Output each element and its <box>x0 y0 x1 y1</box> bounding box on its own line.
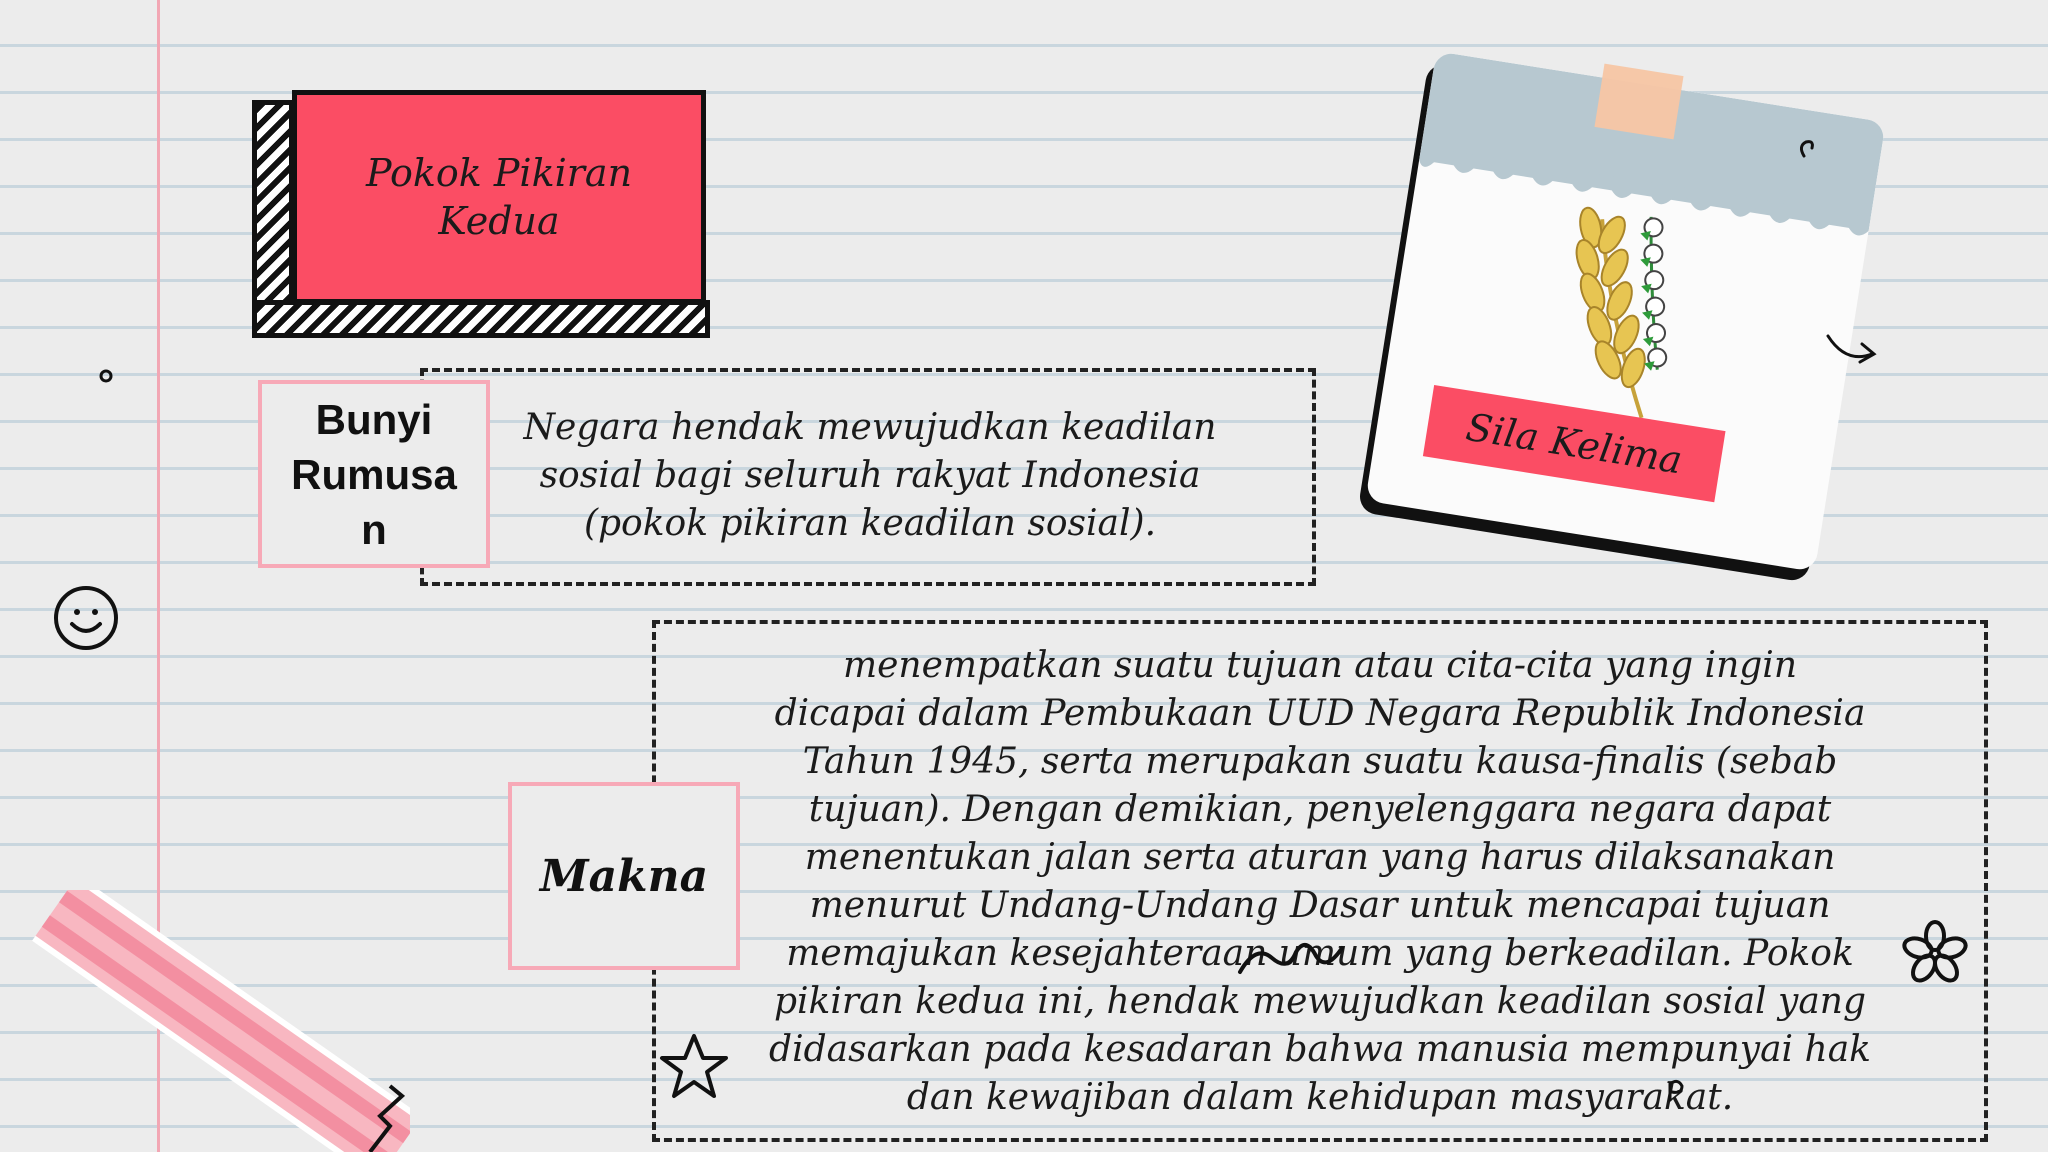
sila-caption: Sila Kelima <box>1463 404 1686 483</box>
sila-kelima-note <box>1365 51 1886 572</box>
makna-line: dan kewajiban dalam kehidupan masyarakat. <box>906 1077 1734 1118</box>
makna-line: didasarkan pada kesadaran bahwa manusia mempunyai hak <box>769 1029 1871 1070</box>
header-side-stripes <box>252 100 294 322</box>
makna-line: menentukan jalan serta aturan yang harus dilaksanakan <box>804 837 1836 878</box>
makna-line: menurut Undang-Undang Dasar untuk mencapai tujuan <box>809 885 1831 926</box>
bunyi-label-box <box>258 380 490 568</box>
makna-line: pikiran kedua ini, hendak mewujudkan keadilan sosial yang <box>773 981 1867 1022</box>
makna-line: dicapai dalam Pembukaan UUD Negara Republik Indonesia <box>774 693 1866 734</box>
squiggle-doodle-icon <box>1794 136 1824 166</box>
makna-line: tujuan). Dengan demikian, penyelenggara negara dapat <box>808 789 1832 830</box>
bunyi-line: Negara hendak mewujudkan keadilan <box>523 407 1217 448</box>
flower-doodle-icon <box>1900 918 1970 988</box>
star-doodle-icon <box>656 1030 732 1102</box>
small-circle-doodle-icon <box>96 366 116 386</box>
bunyi-label: Bunyi Rumusa n <box>291 395 457 553</box>
section-title: Pokok Pikiran Kedua <box>365 151 633 243</box>
curved-arrow-icon <box>1826 330 1880 370</box>
bunyi-line: sosial bagi seluruh rakyat Indonesia <box>539 455 1201 496</box>
bunyi-line: (pokok pikiran keadilan sosial). <box>583 503 1157 544</box>
rice-and-cotton-icon <box>1531 183 1715 434</box>
section-header <box>292 90 706 304</box>
header-bottom-stripes <box>252 300 710 338</box>
makna-line: menempatkan suatu tujuan atau cita-cita yang ingin <box>842 645 1798 686</box>
smiley-face-icon <box>50 582 122 654</box>
makna-label: Makna <box>539 850 709 902</box>
tape <box>1594 64 1683 140</box>
makna-line: Tahun 1945, serta merupakan suatu kausa-finalis (sebab <box>802 741 1838 782</box>
washi-tape-icon <box>30 890 410 1152</box>
loop-scribble-icon <box>1236 938 1346 978</box>
bunyi-text <box>500 404 1240 548</box>
makna-text <box>740 642 1900 1122</box>
makna-label-box <box>508 782 740 970</box>
makna-line: memajukan kesejahteraan umum yang berkeadilan. Pokok <box>786 933 1854 974</box>
small-loop-doodle-icon <box>1664 1076 1688 1104</box>
section-header-block <box>248 90 714 338</box>
